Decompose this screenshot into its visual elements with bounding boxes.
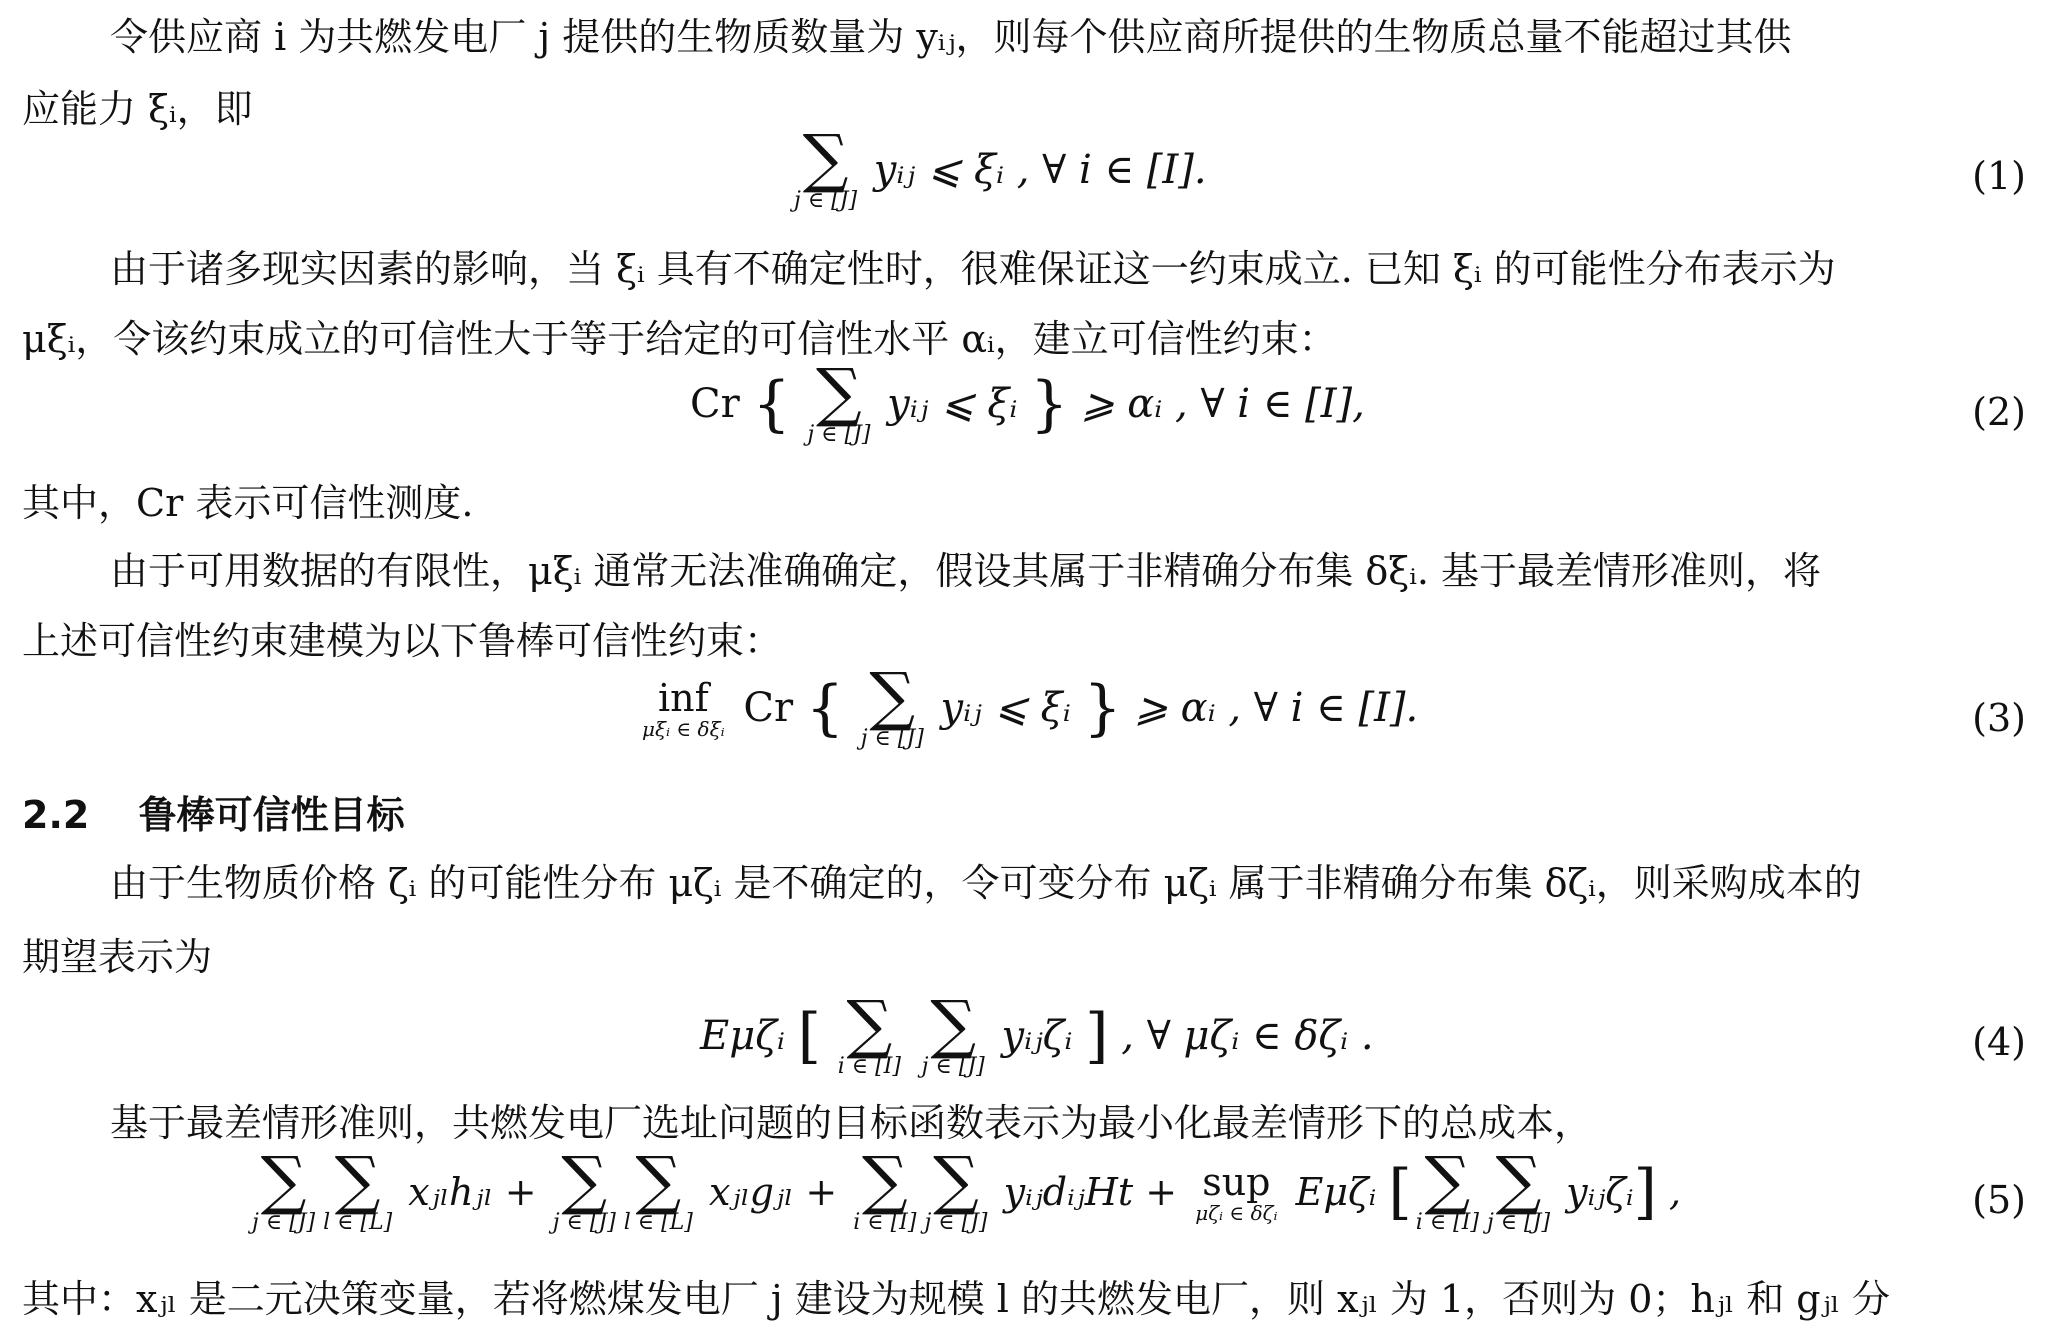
equation-2-body: Cr { ∑ j ∈ [J] yᵢⱼ ⩽ ξᵢ } ⩾ αᵢ , ∀ i ∈ [I], [690,356,1365,447]
equation-4 [0,988,2048,1079]
summation: ∑ j ∈ [J] [252,1144,316,1235]
summation: ∑ i ∈ [I] [853,1144,917,1235]
equation-3-body: inf μξᵢ ∈ δξᵢ Cr { ∑ j ∈ [J] yᵢⱼ ⩽ ξᵢ } ⩾ αᵢ , ∀ i ∈ [I]. [642,660,1419,751]
paragraph-line: 期望表示为 [22,935,213,979]
summation: ∑ j ∈ [J] [1486,1144,1551,1235]
equation-number: (5) [1972,1178,2026,1222]
paragraph-line: 由于可用数据的有限性，μξᵢ 通常无法准确确定，假设其属于非精确分布集 δξᵢ. 基于最差情形准则，将 [110,549,1822,593]
equation-4-body: Eμζᵢ [ ∑ i ∈ [I] ∑ j ∈ [J] yᵢⱼζᵢ ] , ∀ μζᵢ ∈ δζᵢ . [700,988,1374,1079]
supremum-operator: sup μζᵢ ∈ δζᵢ [1195,1160,1278,1225]
summation: ∑ j ∈ [J] [807,356,871,447]
summation: ∑ j ∈ [J] [860,660,924,751]
summation: ∑ j ∈ [J] [921,988,985,1079]
summation: ∑ j ∈ [J] [794,122,858,213]
paragraph-line: 应能力 ξᵢ，即 [22,87,253,131]
equation-number: (4) [1972,1020,2026,1064]
summation: ∑ i ∈ [I] [837,988,901,1079]
summation: ∑ l ∈ [L] [623,1144,693,1235]
paragraph-line: μξᵢ，令该约束成立的可信性大于等于给定的可信性水平 αᵢ，建立可信性约束： [22,317,1337,361]
section-heading [22,792,405,838]
section-number: 2.2 [22,793,90,837]
equation-2 [0,356,2048,447]
paragraph-line: 其中：xⱼₗ 是二元决策变量，若将燃煤发电厂 j 建设为规模 l 的共燃发电厂，则 xⱼₗ 为 1，否则为 0；hⱼₗ 和 gⱼₗ 分 [22,1277,1890,1321]
summation: ∑ i ∈ [I] [1415,1144,1479,1235]
equation-3 [0,660,2048,751]
equation-5 [0,1144,2048,1235]
equation-number: (1) [1972,154,2026,198]
paragraph-line: 由于诸多现实因素的影响，当 ξᵢ 具有不确定性时，很难保证这一约束成立. 已知 ξᵢ 的可能性分布表示为 [110,247,1836,291]
equation-1-body: ∑ j ∈ [J] yᵢⱼ ⩽ ξᵢ , ∀ i ∈ [I]. [794,122,1207,213]
paragraph-line: 其中，Cr 表示可信性测度. [22,481,474,525]
summation: ∑ l ∈ [L] [323,1144,393,1235]
equation-number: (2) [1972,390,2026,434]
equation-5-body: ∑ j ∈ [J] ∑ l ∈ [L] xⱼₗhⱼₗ + ∑ j ∈ [J] ∑ l ∈ [L] xⱼₗgⱼₗ + ∑ i ∈ [I] ∑ j ∈ [J] yᵢⱼdᵢⱼHt + sup μζᵢ ∈ δζᵢ Eμζᵢ [ ∑ i ∈ [I] ∑ j ∈ [J] yᵢⱼζᵢ] , [252,1144,1682,1235]
infimum-operator: inf μξᵢ ∈ δξᵢ [642,676,725,741]
paragraph-line: 令供应商 i 为共燃发电厂 j 提供的生物质数量为 yᵢⱼ，则每个供应商所提供的生物质总量不能超过其供 [110,15,1792,59]
equation-number: (3) [1972,696,2026,740]
section-title: 鲁棒可信性目标 [138,793,405,837]
paragraph-line: 基于最差情形准则，共燃发电厂选址问题的目标函数表示为最小化最差情形下的总成本， [110,1101,1593,1145]
paragraph-line: 由于生物质价格 ζᵢ 的可能性分布 μζᵢ 是不确定的，令可变分布 μζᵢ 属于非精确分布集 δζᵢ，则采购成本的 [110,861,1862,905]
paragraph-line: 上述可信性约束建模为以下鲁棒可信性约束： [22,619,783,663]
summation: ∑ j ∈ [J] [552,1144,616,1235]
summation: ∑ j ∈ [J] [924,1144,988,1235]
equation-1 [0,122,2048,213]
